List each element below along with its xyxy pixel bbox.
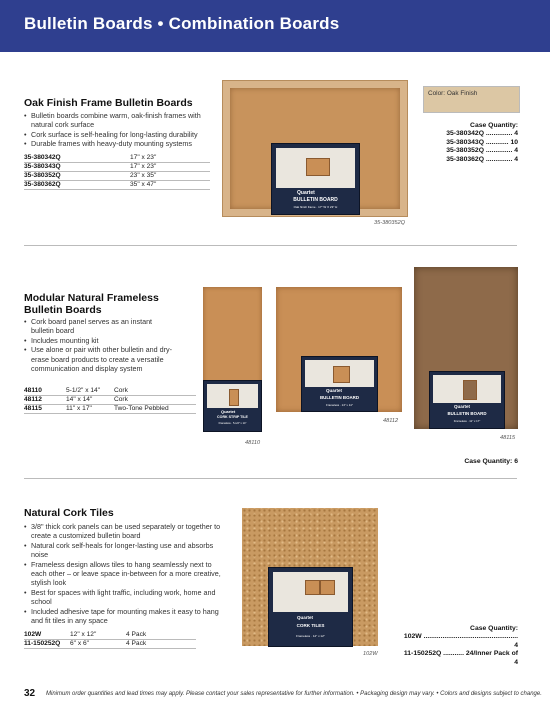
size-cell: 6" x 6": [70, 640, 126, 649]
mini-board: [306, 158, 330, 176]
package-photo: [276, 148, 355, 188]
size-cell: 17" x 23": [130, 163, 210, 172]
case-qty-heading: Case Quantity:: [470, 625, 518, 632]
section-divider: [24, 478, 517, 479]
oak-package: [271, 143, 360, 215]
case-qty-line: 11-150252Q ........... 24/Inner Pack of 4: [403, 650, 518, 666]
sku-cell: 48110: [24, 387, 66, 396]
case-qty-line: 102W .................................................. 4: [403, 633, 518, 649]
mini-board: [229, 389, 239, 406]
size-cell: 11" x 17": [66, 405, 114, 414]
modular-bullet: • Includes mounting kit: [24, 336, 174, 345]
package-sub: Frameless · 11" x 17": [453, 419, 481, 423]
board-48115-image: [414, 267, 518, 429]
tiles-section-title: Natural Cork Tiles: [24, 507, 114, 519]
tiles-bullet: • Included adhesive tape for mounting makes it easy to hang and fit tiles in any space: [24, 607, 229, 626]
size-cell: 5-1/2" x 14": [66, 387, 114, 396]
caption-48115: 48115: [500, 435, 516, 441]
oak-bullet: • Bulletin boards combine warm, oak-finish frames with natural cork surface: [24, 111, 210, 130]
desc-cell: Cork: [114, 396, 196, 405]
sku-cell: 11-150252Q: [24, 640, 70, 649]
oak-board-image: [222, 80, 408, 217]
tiles-image-caption: 102W: [363, 651, 378, 657]
size-cell: 23" x 35": [130, 172, 210, 181]
size-cell: 35" x 47": [130, 181, 210, 190]
package-48110: [203, 380, 262, 432]
color-label: Color: Oak Finish: [428, 90, 478, 97]
brand-logo: Quartet: [221, 409, 236, 414]
tiles-bullets: [24, 522, 229, 625]
package-label: CORK TILES: [296, 623, 325, 628]
caption-48112: 48112: [383, 418, 399, 424]
desc-cell: Cork: [114, 387, 196, 396]
table-row: [24, 181, 210, 190]
size-cell: 17" x 23": [130, 154, 210, 163]
mini-board: [463, 380, 477, 400]
oak-color-swatch: [423, 86, 520, 113]
brand-logo: Quartet: [297, 615, 314, 620]
table-row: [24, 405, 196, 414]
case-qty-line: 35-380362Q .............. 4: [446, 155, 518, 163]
modular-bullet: • Cork board panel serves as an instant bulletin board: [24, 317, 174, 336]
tiles-bullet: • 3/8" thick cork panels can be used separately or together to create a customized bulletin board: [24, 522, 229, 541]
brand-logo: Quartet: [454, 404, 471, 409]
case-qty-line: 35-380343Q ............ 10: [446, 138, 518, 146]
package-photo: [433, 375, 501, 403]
tiles-bullet: • Best for spaces with light traffic, including work, home and school: [24, 588, 229, 607]
page-number: 32: [24, 688, 36, 699]
modular-bullets: [24, 317, 174, 373]
size-cell: 12" x 12": [70, 631, 126, 640]
sku-cell: 48112: [24, 396, 66, 405]
package-label: BULLETIN BOARD: [293, 197, 338, 203]
oak-bullet: • Durable frames with heavy-duty mounting systems: [24, 139, 210, 148]
board-48112-image: [276, 287, 402, 412]
size-cell: 14" x 14": [66, 396, 114, 405]
package-label: BULLETIN BOARD: [319, 395, 360, 400]
tiles-bullet: • Frameless design allows tiles to hang seamlessly next to each other – or leave space in-between for a more creative, stylish look: [24, 560, 229, 588]
footer-note: Minimum order quantities and lead times may apply. Please contact your sales representative for further information. • Packaging design may vary. • Colors and designs subject to change.: [46, 691, 542, 697]
oak-image-caption: 35-380352Q: [374, 220, 406, 226]
package-label: BULLETIN BOARD: [447, 411, 487, 416]
page-title: Bulletin Boards • Combination Boards: [24, 14, 340, 33]
oak-case-quantity: [412, 122, 518, 164]
tiles-bullet: • Natural cork self-heals for longer-lasting use and absorbs noise: [24, 541, 229, 560]
oak-sku-table: [24, 154, 210, 190]
sku-cell: 35-380342Q: [24, 154, 130, 163]
caption-48110: 48110: [245, 440, 261, 446]
table-row: [24, 154, 210, 163]
desc-cell: Two-Tone Pebbled: [114, 405, 196, 414]
table-row: [24, 640, 196, 649]
package-photo: [273, 572, 348, 612]
table-row: [24, 172, 210, 181]
case-qty-line: 35-380352Q .............. 4: [446, 147, 518, 155]
mini-board: [320, 580, 335, 595]
page-header: [0, 0, 550, 52]
title-line: Modular Natural Frameless: [24, 292, 159, 304]
brand-logo: Quartet: [297, 190, 315, 196]
mini-board: [333, 366, 350, 383]
modular-sku-table: [24, 387, 196, 414]
case-qty-line: 35-380342Q .............. 4: [446, 130, 518, 138]
modular-case-quantity: Case Quantity: 6: [464, 458, 518, 465]
table-row: [24, 631, 196, 640]
table-row: [24, 163, 210, 172]
sku-cell: 35-380362Q: [24, 181, 130, 190]
sku-cell: 102W: [24, 631, 70, 640]
modular-section-title: [24, 292, 159, 316]
title-line: Bulletin Boards: [24, 304, 102, 316]
board-48110-image: [203, 287, 262, 432]
tiles-package: [268, 567, 353, 647]
package-sub: Oak finish frame · 17" W X 23" H: [293, 205, 338, 209]
package-sub: Frameless · 12" x 12": [296, 634, 325, 638]
oak-section-title: Oak Finish Frame Bulletin Boards: [24, 97, 193, 109]
sku-cell: 35-380343Q: [24, 163, 130, 172]
table-row: [24, 387, 196, 396]
package-photo: [207, 384, 258, 408]
section-divider: [24, 245, 517, 246]
oak-bullet: • Cork surface is self-healing for long-lasting durability: [24, 130, 210, 139]
package-photo: [305, 360, 374, 387]
package-sub: Frameless · 14" x 14": [326, 403, 353, 407]
case-qty-heading: Case Quantity:: [470, 122, 518, 129]
mini-board: [305, 580, 320, 595]
desc-cell: 4 Pack: [126, 631, 196, 640]
package-48115: [429, 371, 505, 429]
oak-bullets: [24, 111, 210, 149]
brand-logo: Quartet: [326, 388, 343, 393]
cork-tiles-image: [242, 508, 378, 646]
modular-bullet: • Use alone or pair with other bulletin and dry-erase board products to create a versatile communication and display system: [24, 345, 174, 373]
package-label: CORK STRIP TILE: [217, 415, 248, 419]
table-row: [24, 396, 196, 405]
tiles-sku-table: [24, 631, 196, 649]
tiles-case-quantity: [400, 625, 518, 667]
sku-cell: 48115: [24, 405, 66, 414]
package-48112: [301, 356, 378, 412]
sku-cell: 35-380352Q: [24, 172, 130, 181]
package-sub: Frameless · 5-1/2" x 14": [218, 422, 247, 425]
desc-cell: 4 Pack: [126, 640, 196, 649]
